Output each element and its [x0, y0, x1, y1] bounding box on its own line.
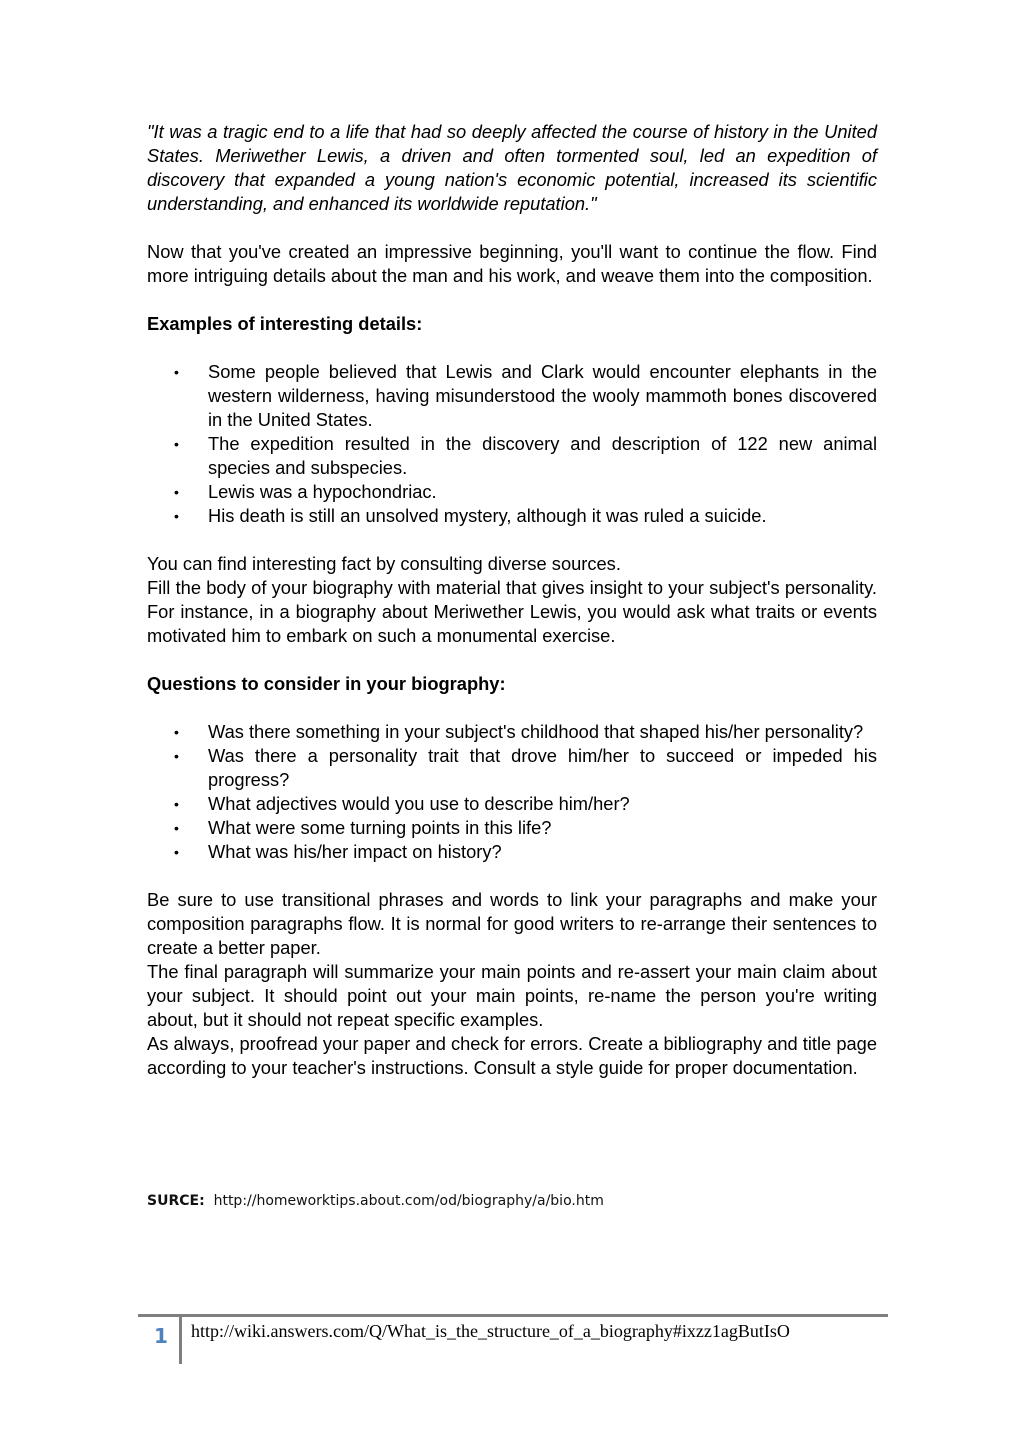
list-item: • What was his/her impact on history? — [174, 841, 502, 862]
questions-list — [147, 720, 877, 864]
bullet-icon: • — [174, 796, 179, 812]
bullet-icon: • — [174, 748, 179, 764]
list-item: • The expedition resulted in the discovery and description of 122 new animal species and subspecies. — [174, 433, 877, 478]
paragraph-proofread: As always, proofread your paper and check for errors. Create a bibliography and title page according to your teacher's instructions. Consult a style guide for proper documentation. — [147, 1033, 877, 1078]
list-item: • Lewis was a hypochondriac. — [174, 481, 437, 502]
bullet-icon: • — [174, 364, 179, 380]
questions-heading: Questions to consider in your biography: — [147, 673, 506, 694]
paragraph-sources: You can find interesting fact by consulting diverse sources. — [147, 553, 621, 574]
footer-rule — [138, 1314, 888, 1317]
bullet-icon: • — [174, 844, 179, 860]
bullet-icon: • — [174, 820, 179, 836]
list-item: • Some people believed that Lewis and Clark would encounter elephants in the western wilderness, having misunderstood the wooly mammoth bones discovered in the United States. — [174, 361, 877, 430]
paragraph-transitions: Be sure to use transitional phrases and words to link your paragraphs and make your composition paragraphs flow. It is normal for good writers to re-arrange their sentences to create a better paper. — [147, 889, 877, 958]
list-item: • Was there a personality trait that drove him/her to succeed or impeded his progress? — [174, 745, 877, 790]
list-item: • His death is still an unsolved mystery, although it was ruled a suicide. — [174, 505, 767, 526]
list-item: • What were some turning points in this life? — [174, 817, 552, 838]
source-label: SURCE: — [147, 1193, 205, 1209]
footer-url[interactable]: http://wiki.answers.com/Q/What_is_the_structure_of_a_biography#ixzz1agButIsO — [191, 1321, 790, 1341]
source-url[interactable]: http://homeworktips.about.com/od/biography/a/bio.htm — [213, 1193, 604, 1209]
paragraph-body-material: Fill the body of your biography with material that gives insight to your subject's personality. For instance, in a biography about Meriwether Lewis, you would ask what traits or events motivated him to embark on such a monumental exercise. — [147, 577, 877, 646]
paragraph-continue-flow: Now that you've created an impressive beginning, you'll want to continue the flow. Find more intriguing details about the man and his work, and weave them into the composition. — [147, 241, 877, 286]
footer-divider — [179, 1314, 182, 1364]
bullet-icon: • — [174, 484, 179, 500]
bullet-icon: • — [174, 508, 179, 524]
list-item: • Was there something in your subject's childhood that shaped his/her personality? — [174, 721, 864, 742]
bullet-icon: • — [174, 724, 179, 740]
details-list — [147, 360, 877, 528]
body-content — [147, 120, 877, 1080]
page-number: 1 — [154, 1324, 168, 1348]
list-item: • What adjectives would you use to describe him/her? — [174, 793, 630, 814]
paragraph-final: The final paragraph will summarize your main points and re-assert your main claim about your subject. It should point out your main points, re-name the person you're writing about, but it should not repeat specific examples. — [147, 961, 877, 1030]
bullet-icon: • — [174, 436, 179, 452]
opening-quote: "It was a tragic end to a life that had so deeply affected the course of history in the United States. Meriwether Lewis, a driven and often tormented soul, led an expedition of discovery that expanded a young nation's economic potential, increased its scientific understanding, and enhanced its worldwide reputation." — [147, 121, 877, 214]
details-heading: Examples of interesting details: — [147, 313, 423, 334]
source-citation — [147, 1191, 604, 1211]
